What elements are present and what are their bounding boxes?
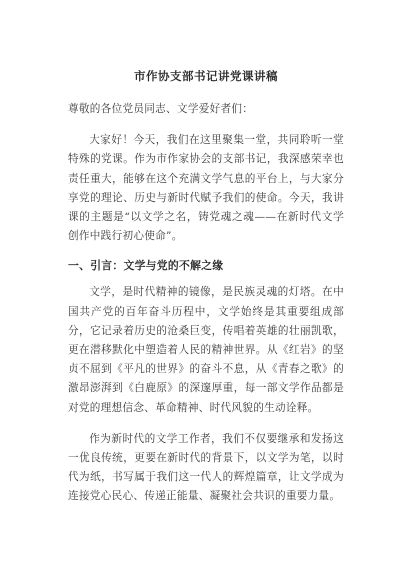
section-heading: 一、引言：文学与党的不解之缘 xyxy=(68,259,224,273)
salutation: 尊敬的各位党员同志、文学爱好者们： xyxy=(68,103,254,115)
section-paragraph-1: 文学，是时代精神的镜像，是民族灵魂的灯塔。在中国共产党的百年奋斗历程中，文学始终是其重要组成部分，它记录着历史的沧桑巨变，传唱着英雄的壮丽凯歌，更在潜移默化中塑造着人民的精神世界。从《红岩》的坚贞不屈到《平凡的世界》的奋斗不息，从《青春之歌》的激昂澎湃到《白鹿原》的深邃厚重，每一部文学作品都是对党的理想信念、革命精神、时代风貌的生动诠释。 xyxy=(68,286,344,414)
intro-paragraph: 大家好！今天，我们在这里聚集一堂，共同聆听一堂特殊的党课。作为市作家协会的支部书记，我深感荣幸也责任重大，能够在这个充满文学气息的平台上，与大家分享党的理论、历史与新时代赋予我们的使命。今天，我讲课的主题是“以文学之名，铸党魂之魂——在新时代文学创作中践行初心使命”。 xyxy=(68,134,344,243)
section-paragraph-2: 作为新时代的文学工作者，我们不仅要继承和发扬这一优良传统，更要在新时代的背景下，以文学为笔，以时代为纸，书写属于我们这一代人的辉煌篇章，让文学成为连接党心民心、传递正能量、凝聚社会共识的重要力量。 xyxy=(68,432,344,503)
document-title: 市作协支部书记讲党课讲稿 xyxy=(134,69,278,83)
